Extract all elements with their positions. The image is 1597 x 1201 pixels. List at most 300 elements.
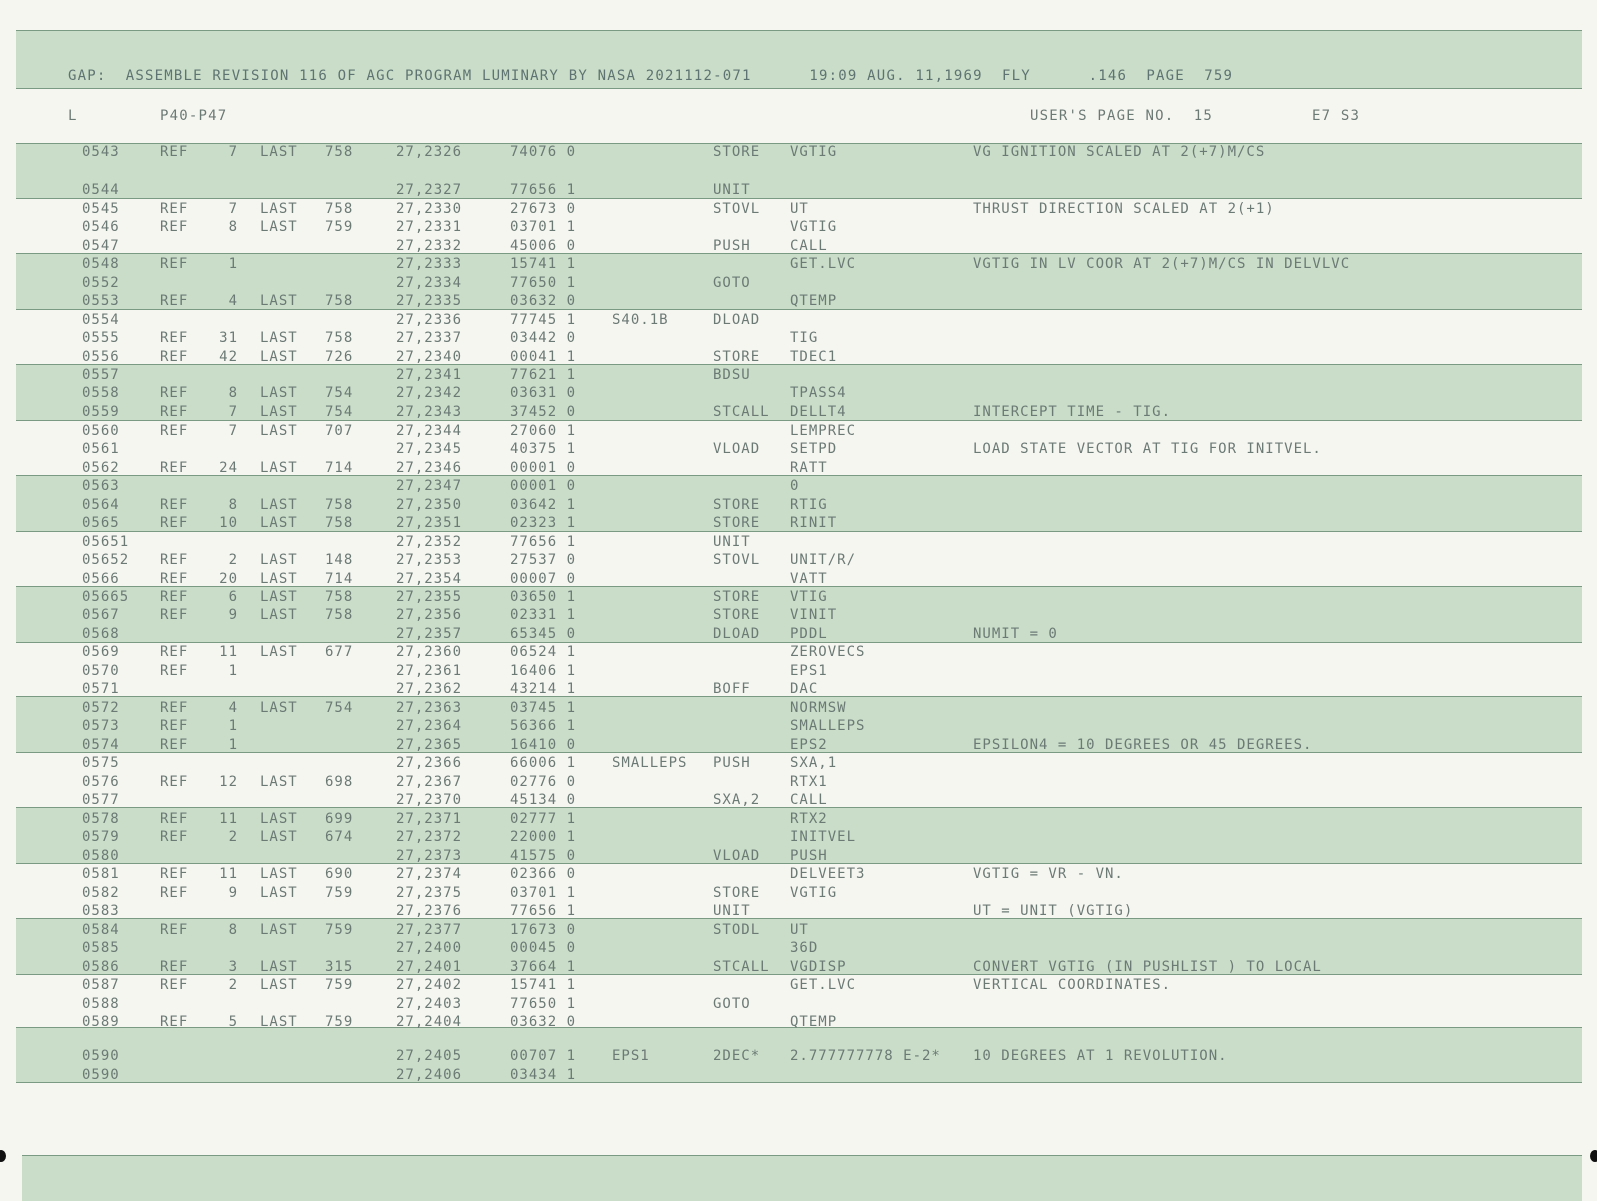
line-number: 0578	[82, 811, 120, 827]
listing-row	[0, 144, 1597, 162]
octal-word: 02323 1	[510, 515, 577, 531]
line-number: 05665	[82, 589, 130, 605]
ref-count: 7	[228, 144, 238, 160]
operand: UNIT/R/	[790, 552, 857, 568]
symbol-label: SMALLEPS	[612, 755, 688, 771]
octal-word: 02777 1	[510, 811, 577, 827]
bank-address: 27,2345	[396, 441, 463, 457]
ref-count: 20	[219, 571, 238, 587]
operand: VGTIG	[790, 144, 838, 160]
line-number: 0559	[82, 404, 120, 420]
operand: 0	[790, 478, 800, 494]
ref-tag: REF	[160, 404, 189, 420]
ref-count: 11	[219, 644, 238, 660]
bank-address: 27,2365	[396, 737, 463, 753]
octal-word: 77656 1	[510, 534, 577, 550]
octal-word: 00045 0	[510, 940, 577, 956]
operand: RATT	[790, 460, 828, 476]
bank-address: 27,2333	[396, 256, 463, 272]
octal-word: 37664 1	[510, 959, 577, 975]
listing-row	[0, 460, 1597, 478]
last-page: 759	[325, 219, 354, 235]
ref-count: 4	[228, 700, 238, 716]
opcode: STCALL	[713, 959, 770, 975]
listing-row	[0, 663, 1597, 681]
last-page: 674	[325, 829, 354, 845]
line-number: 0585	[82, 940, 120, 956]
ref-tag: REF	[160, 589, 189, 605]
last-page: 758	[325, 497, 354, 513]
ref-tag: REF	[160, 811, 189, 827]
tractor-hole	[0, 1150, 6, 1162]
bank-address: 27,2351	[396, 515, 463, 531]
last-tag: LAST	[260, 774, 298, 790]
bank-address: 27,2344	[396, 423, 463, 439]
listing-row	[0, 349, 1597, 367]
ref-count: 12	[219, 774, 238, 790]
last-page: 759	[325, 977, 354, 993]
listing-row	[0, 626, 1597, 644]
ref-count: 1	[228, 737, 238, 753]
octal-word: 77745 1	[510, 312, 577, 328]
ref-tag: REF	[160, 497, 189, 513]
line-number: 0544	[82, 182, 120, 198]
last-tag: LAST	[260, 201, 298, 217]
operand: UT	[790, 922, 809, 938]
last-tag: LAST	[260, 404, 298, 420]
last-tag: LAST	[260, 700, 298, 716]
listing-row	[0, 552, 1597, 570]
users-page-number: USER'S PAGE NO. 15	[1030, 108, 1213, 124]
opcode: DLOAD	[713, 626, 761, 642]
ref-count: 8	[228, 219, 238, 235]
operand: QTEMP	[790, 293, 838, 309]
operand: RINIT	[790, 515, 838, 531]
line-number: 0588	[82, 996, 120, 1012]
ref-tag: REF	[160, 552, 189, 568]
ref-tag: REF	[160, 922, 189, 938]
octal-word: 00707 1	[510, 1048, 577, 1064]
opcode: BOFF	[713, 681, 751, 697]
octal-word: 15741 1	[510, 977, 577, 993]
line-number: 0562	[82, 460, 120, 476]
operand: CALL	[790, 238, 828, 254]
ref-tag: REF	[160, 774, 189, 790]
bank-address: 27,2326	[396, 144, 463, 160]
listing-row	[0, 607, 1597, 625]
opcode: BDSU	[713, 367, 751, 383]
bank-address: 27,2376	[396, 903, 463, 919]
operand: RTX2	[790, 811, 828, 827]
line-number: 0567	[82, 607, 120, 623]
line-number: 0590	[82, 1067, 120, 1083]
tractor-hole	[1590, 1150, 1597, 1162]
line-number: 0555	[82, 330, 120, 346]
last-page: 698	[325, 774, 354, 790]
line-number: 0565	[82, 515, 120, 531]
opcode: STORE	[713, 607, 761, 623]
operand: VATT	[790, 571, 828, 587]
ref-tag: REF	[160, 663, 189, 679]
line-number: 0572	[82, 700, 120, 716]
listing-row	[0, 312, 1597, 330]
operand: CALL	[790, 792, 828, 808]
bank-address: 27,2360	[396, 644, 463, 660]
bank-address: 27,2367	[396, 774, 463, 790]
last-page: 758	[325, 201, 354, 217]
operand: VGTIG	[790, 885, 838, 901]
ref-tag: REF	[160, 349, 189, 365]
bank-address: 27,2377	[396, 922, 463, 938]
ref-count: 3	[228, 959, 238, 975]
last-page: 754	[325, 404, 354, 420]
opcode: UNIT	[713, 534, 751, 550]
ref-count: 7	[228, 404, 238, 420]
octal-word: 02776 0	[510, 774, 577, 790]
last-tag: LAST	[260, 515, 298, 531]
bank-address: 27,2335	[396, 293, 463, 309]
octal-word: 16410 0	[510, 737, 577, 753]
line-number: 0560	[82, 423, 120, 439]
line-number: 0577	[82, 792, 120, 808]
listing-row	[0, 256, 1597, 274]
listing-row	[0, 238, 1597, 256]
bank-address: 27,2355	[396, 589, 463, 605]
ref-tag: REF	[160, 515, 189, 531]
opcode: SXA,2	[713, 792, 761, 808]
last-page: 758	[325, 293, 354, 309]
left-mark: L	[68, 108, 78, 124]
listing-row	[0, 1048, 1597, 1066]
listing-header: GAP: ASSEMBLE REVISION 116 OF AGC PROGRAM LUMINARY BY NASA 2021112-071 19:09 AUG. 11,1969 FLY .146 PAGE 759	[68, 68, 1234, 84]
line-number: 0582	[82, 885, 120, 901]
octal-word: 03442 0	[510, 330, 577, 346]
operand: SETPD	[790, 441, 838, 457]
bank-address: 27,2331	[396, 219, 463, 235]
bank-address: 27,2350	[396, 497, 463, 513]
listing-row	[0, 219, 1597, 237]
bank-address: 27,2372	[396, 829, 463, 845]
opcode: STORE	[713, 885, 761, 901]
line-number: 0579	[82, 829, 120, 845]
line-number: 0574	[82, 737, 120, 753]
line-number: 0556	[82, 349, 120, 365]
bank-address: 27,2406	[396, 1067, 463, 1083]
ref-count: 9	[228, 885, 238, 901]
operand: RTX1	[790, 774, 828, 790]
bank-address: 27,2405	[396, 1048, 463, 1064]
octal-word: 37452 0	[510, 404, 577, 420]
listing-row	[0, 996, 1597, 1014]
octal-word: 03745 1	[510, 700, 577, 716]
last-page: 315	[325, 959, 354, 975]
ref-count: 11	[219, 866, 238, 882]
ref-count: 8	[228, 497, 238, 513]
listing-row	[0, 367, 1597, 385]
ref-count: 1	[228, 256, 238, 272]
comment: UT = UNIT (VGTIG)	[973, 903, 1134, 919]
ref-tag: REF	[160, 460, 189, 476]
ref-count: 5	[228, 1014, 238, 1030]
line-number: 0557	[82, 367, 120, 383]
listing-row	[0, 404, 1597, 422]
listing-row	[0, 182, 1597, 200]
ref-tag: REF	[160, 607, 189, 623]
octal-word: 45006 0	[510, 238, 577, 254]
octal-word: 77650 1	[510, 275, 577, 291]
line-number: 0584	[82, 922, 120, 938]
last-tag: LAST	[260, 977, 298, 993]
line-number: 0564	[82, 497, 120, 513]
line-number: 0548	[82, 256, 120, 272]
line-number: 0546	[82, 219, 120, 235]
comment: NUMIT = 0	[973, 626, 1058, 642]
octal-word: 03632 0	[510, 293, 577, 309]
listing-row	[0, 385, 1597, 403]
operand: 2.777777778 E-2*	[790, 1048, 941, 1064]
octal-word: 00041 1	[510, 349, 577, 365]
bank-address: 27,2356	[396, 607, 463, 623]
listing-row	[0, 977, 1597, 995]
last-page: 714	[325, 571, 354, 587]
opcode: PUSH	[713, 238, 751, 254]
listing-row	[0, 1067, 1597, 1085]
comment: VGTIG IN LV COOR AT 2(+7)M/CS IN DELVLVC	[973, 256, 1351, 272]
listing-row	[0, 515, 1597, 533]
opcode: UNIT	[713, 182, 751, 198]
comment: VERTICAL COORDINATES.	[973, 977, 1172, 993]
octal-word: 03642 1	[510, 497, 577, 513]
opcode: DLOAD	[713, 312, 761, 328]
listing-row	[0, 903, 1597, 921]
ref-count: 1	[228, 718, 238, 734]
comment: CONVERT VGTIG (IN PUSHLIST ) TO LOCAL	[973, 959, 1322, 975]
bank-address: 27,2347	[396, 478, 463, 494]
opcode: 2DEC*	[713, 1048, 761, 1064]
bank-address: 27,2403	[396, 996, 463, 1012]
operand: PDDL	[790, 626, 828, 642]
last-tag: LAST	[260, 293, 298, 309]
bank-address: 27,2346	[396, 460, 463, 476]
operand: VGDISP	[790, 959, 847, 975]
ref-count: 11	[219, 811, 238, 827]
ref-count: 7	[228, 423, 238, 439]
operand: TPASS4	[790, 385, 847, 401]
operand: VTIG	[790, 589, 828, 605]
bank-address: 27,2353	[396, 552, 463, 568]
octal-word: 56366 1	[510, 718, 577, 734]
line-number: 0554	[82, 312, 120, 328]
ref-tag: REF	[160, 219, 189, 235]
operand: DELLT4	[790, 404, 847, 420]
ref-tag: REF	[160, 293, 189, 309]
ref-count: 42	[219, 349, 238, 365]
listing-row	[0, 848, 1597, 866]
last-tag: LAST	[260, 644, 298, 660]
last-page: 758	[325, 589, 354, 605]
listing-row	[0, 644, 1597, 662]
operand: LEMPREC	[790, 423, 857, 439]
octal-word: 22000 1	[510, 829, 577, 845]
comment: VGTIG = VR - VN.	[973, 866, 1124, 882]
listing-row	[0, 681, 1597, 699]
bank-address: 27,2357	[396, 626, 463, 642]
ref-tag: REF	[160, 737, 189, 753]
listing-row	[0, 201, 1597, 219]
last-tag: LAST	[260, 959, 298, 975]
octal-word: 06524 1	[510, 644, 577, 660]
line-number: 0580	[82, 848, 120, 864]
line-number: 0547	[82, 238, 120, 254]
ref-count: 6	[228, 589, 238, 605]
ref-tag: REF	[160, 829, 189, 845]
section-name: P40-P47	[160, 108, 228, 124]
listing-row	[0, 330, 1597, 348]
operand: QTEMP	[790, 1014, 838, 1030]
octal-word: 00001 0	[510, 478, 577, 494]
line-number: 0569	[82, 644, 120, 660]
ref-tag: REF	[160, 644, 189, 660]
ref-tag: REF	[160, 700, 189, 716]
operand: RTIG	[790, 497, 828, 513]
last-tag: LAST	[260, 885, 298, 901]
last-page: 699	[325, 811, 354, 827]
octal-word: 03701 1	[510, 219, 577, 235]
octal-word: 02331 1	[510, 607, 577, 623]
operand: VGTIG	[790, 219, 838, 235]
ref-count: 4	[228, 293, 238, 309]
bank-address: 27,2363	[396, 700, 463, 716]
operand: 36D	[790, 940, 819, 956]
listing-row	[0, 275, 1597, 293]
last-page: 759	[325, 1014, 354, 1030]
bank-address: 27,2334	[396, 275, 463, 291]
line-number: 0568	[82, 626, 120, 642]
operand: NORMSW	[790, 700, 847, 716]
octal-word: 66006 1	[510, 755, 577, 771]
listing-row	[0, 737, 1597, 755]
ref-count: 24	[219, 460, 238, 476]
octal-word: 03650 1	[510, 589, 577, 605]
last-page: 754	[325, 700, 354, 716]
opcode: STOVL	[713, 201, 761, 217]
ref-tag: REF	[160, 866, 189, 882]
sheet-code: E7 S3	[1312, 108, 1361, 124]
last-tag: LAST	[260, 811, 298, 827]
line-number: 0558	[82, 385, 120, 401]
listing-row	[0, 829, 1597, 847]
listing-row	[0, 497, 1597, 515]
listing-row	[0, 423, 1597, 441]
octal-word: 02366 0	[510, 866, 577, 882]
opcode: PUSH	[713, 755, 751, 771]
bank-address: 27,2366	[396, 755, 463, 771]
last-tag: LAST	[260, 497, 298, 513]
operand: SMALLEPS	[790, 718, 866, 734]
listing-row	[0, 792, 1597, 810]
last-tag: LAST	[260, 423, 298, 439]
opcode: STCALL	[713, 404, 770, 420]
last-tag: LAST	[260, 571, 298, 587]
octal-word: 15741 1	[510, 256, 577, 272]
octal-word: 27060 1	[510, 423, 577, 439]
line-number: 0583	[82, 903, 120, 919]
operand: GET.LVC	[790, 256, 857, 272]
line-number: 0566	[82, 571, 120, 587]
last-tag: LAST	[260, 922, 298, 938]
ref-tag: REF	[160, 423, 189, 439]
last-page: 677	[325, 644, 354, 660]
line-number: 0553	[82, 293, 120, 309]
octal-word: 65345 0	[510, 626, 577, 642]
opcode: STORE	[713, 515, 761, 531]
last-tag: LAST	[260, 866, 298, 882]
octal-word: 40375 1	[510, 441, 577, 457]
listing-row	[0, 534, 1597, 552]
octal-word: 03434 1	[510, 1067, 577, 1083]
last-page: 758	[325, 515, 354, 531]
operand: SXA,1	[790, 755, 838, 771]
comment: THRUST DIRECTION SCALED AT 2(+1)	[973, 201, 1275, 217]
listing-row	[0, 700, 1597, 718]
bank-address: 27,2354	[396, 571, 463, 587]
listing-row	[0, 940, 1597, 958]
line-number: 0543	[82, 144, 120, 160]
opcode: STODL	[713, 922, 761, 938]
ref-tag: REF	[160, 977, 189, 993]
bank-address: 27,2341	[396, 367, 463, 383]
opcode: VLOAD	[713, 848, 761, 864]
last-page: 759	[325, 922, 354, 938]
ref-count: 1	[228, 663, 238, 679]
operand: PUSH	[790, 848, 828, 864]
bank-address: 27,2375	[396, 885, 463, 901]
last-tag: LAST	[260, 385, 298, 401]
line-number: 0587	[82, 977, 120, 993]
line-number: 0586	[82, 959, 120, 975]
listing-row	[0, 774, 1597, 792]
last-page: 758	[325, 144, 354, 160]
comment: EPSILON4 = 10 DEGREES OR 45 DEGREES.	[973, 737, 1313, 753]
ref-tag: REF	[160, 885, 189, 901]
octal-word: 77656 1	[510, 182, 577, 198]
ref-count: 8	[228, 385, 238, 401]
bank-address: 27,2404	[396, 1014, 463, 1030]
bank-address: 27,2340	[396, 349, 463, 365]
last-tag: LAST	[260, 607, 298, 623]
last-page: 148	[325, 552, 354, 568]
last-tag: LAST	[260, 144, 298, 160]
operand: ZEROVECS	[790, 644, 866, 660]
comment: LOAD STATE VECTOR AT TIG FOR INITVEL.	[973, 441, 1322, 457]
line-number: 05652	[82, 552, 130, 568]
octal-word: 03632 0	[510, 1014, 577, 1030]
bank-address: 27,2374	[396, 866, 463, 882]
operand: TDEC1	[790, 349, 838, 365]
bank-address: 27,2327	[396, 182, 463, 198]
listing-row	[0, 922, 1597, 940]
last-page: 690	[325, 866, 354, 882]
last-page: 758	[325, 330, 354, 346]
line-number: 0589	[82, 1014, 120, 1030]
ref-tag: REF	[160, 959, 189, 975]
ref-count: 2	[228, 977, 238, 993]
listing-row	[0, 811, 1597, 829]
last-page: 707	[325, 423, 354, 439]
operand: DELVEET3	[790, 866, 866, 882]
ref-count: 31	[219, 330, 238, 346]
symbol-label: S40.1B	[612, 312, 669, 328]
